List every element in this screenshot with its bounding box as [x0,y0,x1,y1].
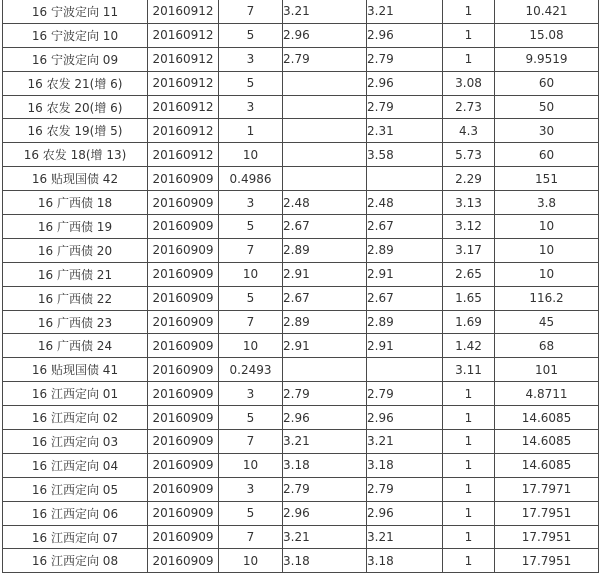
bond-name-cell: 16 广西债 21 [3,262,148,286]
issue-date-cell: 20160909 [148,525,219,549]
winning-rate-cell: 2.79 [367,47,443,71]
table-row [3,430,599,454]
coupon-rate-cell: 3.21 [283,525,367,549]
issue-amount-cell: 9.9519 [495,47,599,71]
issue-amount-cell: 50 [495,95,599,119]
issue-date-cell: 20160909 [148,334,219,358]
winning-rate-cell: 3.21 [367,430,443,454]
term-cell: 7 [219,430,283,454]
bid-multiple-cell: 1.69 [443,310,495,334]
coupon-rate-cell: 3.21 [283,430,367,454]
coupon-rate-cell: 2.67 [283,286,367,310]
issue-date-cell: 20160909 [148,430,219,454]
bond-name-cell: 16 江西定向 05 [3,477,148,501]
coupon-rate-cell: 2.67 [283,215,367,239]
issue-date-cell: 20160909 [148,286,219,310]
table-row [3,119,599,143]
issue-date-cell: 20160909 [148,215,219,239]
table-row [3,358,599,382]
bid-multiple-cell: 5.73 [443,143,495,167]
table-row [3,382,599,406]
term-cell: 5 [219,286,283,310]
bid-multiple-cell: 1 [443,0,495,23]
term-cell: 3 [219,191,283,215]
issue-amount-cell: 14.6085 [495,430,599,454]
bid-multiple-cell: 4.3 [443,119,495,143]
table-row [3,215,599,239]
table-row [3,238,599,262]
bond-name-cell: 16 贴现国债 41 [3,358,148,382]
issue-amount-cell: 17.7951 [495,525,599,549]
table-row [3,549,599,573]
table-row [3,477,599,501]
coupon-rate-cell [283,95,367,119]
issue-amount-cell: 101 [495,358,599,382]
issue-date-cell: 20160909 [148,167,219,191]
term-cell: 10 [219,549,283,573]
issue-date-cell: 20160909 [148,191,219,215]
winning-rate-cell: 3.21 [367,525,443,549]
bond-name-cell: 16 农发 21(增 6) [3,71,148,95]
bid-multiple-cell: 3.17 [443,238,495,262]
bond-name-cell: 16 农发 19(增 5) [3,119,148,143]
bond-name-cell: 16 广西债 20 [3,238,148,262]
coupon-rate-cell: 2.96 [283,406,367,430]
bond-name-cell: 16 江西定向 07 [3,525,148,549]
term-cell: 7 [219,310,283,334]
bid-multiple-cell: 1 [443,406,495,430]
winning-rate-cell: 3.21 [367,0,443,23]
table-row [3,310,599,334]
table-row [3,71,599,95]
issue-date-cell: 20160909 [148,382,219,406]
bid-multiple-cell: 3.08 [443,71,495,95]
table-row [3,406,599,430]
issue-amount-cell: 68 [495,334,599,358]
coupon-rate-cell: 2.91 [283,262,367,286]
issue-date-cell: 20160912 [148,119,219,143]
winning-rate-cell: 2.96 [367,501,443,525]
bond-name-cell: 16 江西定向 08 [3,549,148,573]
term-cell: 5 [219,71,283,95]
coupon-rate-cell [283,167,367,191]
bid-multiple-cell: 2.29 [443,167,495,191]
coupon-rate-cell: 3.21 [283,0,367,23]
coupon-rate-cell: 2.48 [283,191,367,215]
bid-multiple-cell: 1 [443,549,495,573]
issue-amount-cell: 17.7951 [495,501,599,525]
bond-name-cell: 16 江西定向 02 [3,406,148,430]
bond-name-cell: 16 宁波定向 11 [3,0,148,23]
winning-rate-cell: 2.89 [367,310,443,334]
issue-amount-cell: 10.421 [495,0,599,23]
issue-amount-cell: 10 [495,262,599,286]
issue-amount-cell: 17.7951 [495,549,599,573]
bid-multiple-cell: 1.42 [443,334,495,358]
issue-amount-cell: 4.8711 [495,382,599,406]
issue-date-cell: 20160912 [148,47,219,71]
term-cell: 3 [219,95,283,119]
winning-rate-cell [367,358,443,382]
term-cell: 5 [219,215,283,239]
issue-date-cell: 20160909 [148,262,219,286]
issue-date-cell: 20160912 [148,143,219,167]
bid-multiple-cell: 3.11 [443,358,495,382]
coupon-rate-cell: 2.96 [283,501,367,525]
issue-amount-cell: 116.2 [495,286,599,310]
bid-multiple-cell: 1 [443,430,495,454]
issue-date-cell: 20160909 [148,477,219,501]
bid-multiple-cell: 1 [443,47,495,71]
bond-name-cell: 16 广西债 23 [3,310,148,334]
bond-issuance-table [2,0,599,573]
table-row [3,525,599,549]
coupon-rate-cell [283,143,367,167]
bid-multiple-cell: 3.12 [443,215,495,239]
issue-date-cell: 20160909 [148,238,219,262]
issue-amount-cell: 3.8 [495,191,599,215]
table-row [3,262,599,286]
coupon-rate-cell: 2.79 [283,477,367,501]
issue-date-cell: 20160909 [148,310,219,334]
term-cell: 3 [219,382,283,406]
bid-multiple-cell: 3.13 [443,191,495,215]
bid-multiple-cell: 1 [443,501,495,525]
bond-name-cell: 16 江西定向 04 [3,453,148,477]
term-cell: 5 [219,406,283,430]
bond-name-cell: 16 宁波定向 10 [3,23,148,47]
winning-rate-cell: 3.18 [367,453,443,477]
issue-date-cell: 20160912 [148,23,219,47]
bond-name-cell: 16 江西定向 03 [3,430,148,454]
table-body [3,0,599,573]
winning-rate-cell: 2.96 [367,406,443,430]
issue-amount-cell: 10 [495,238,599,262]
winning-rate-cell: 2.91 [367,262,443,286]
winning-rate-cell: 2.31 [367,119,443,143]
bid-multiple-cell: 1 [443,453,495,477]
winning-rate-cell: 2.96 [367,71,443,95]
issue-amount-cell: 45 [495,310,599,334]
bond-name-cell: 16 广西债 24 [3,334,148,358]
coupon-rate-cell: 2.91 [283,334,367,358]
table-row [3,95,599,119]
issue-date-cell: 20160912 [148,95,219,119]
term-cell: 7 [219,525,283,549]
issue-amount-cell: 14.6085 [495,453,599,477]
issue-date-cell: 20160909 [148,549,219,573]
winning-rate-cell: 2.48 [367,191,443,215]
table-row [3,286,599,310]
term-cell: 5 [219,23,283,47]
term-cell: 0.4986 [219,167,283,191]
issue-amount-cell: 60 [495,143,599,167]
issue-date-cell: 20160909 [148,453,219,477]
table-row [3,334,599,358]
bid-multiple-cell: 1 [443,525,495,549]
term-cell: 3 [219,47,283,71]
term-cell: 10 [219,262,283,286]
winning-rate-cell: 3.18 [367,549,443,573]
issue-amount-cell: 30 [495,119,599,143]
winning-rate-cell: 2.79 [367,382,443,406]
table-row [3,0,599,23]
bond-name-cell: 16 农发 20(增 6) [3,95,148,119]
coupon-rate-cell [283,119,367,143]
bond-name-cell: 16 宁波定向 09 [3,47,148,71]
term-cell: 5 [219,501,283,525]
table-row [3,167,599,191]
table-row [3,47,599,71]
issue-amount-cell: 14.6085 [495,406,599,430]
issue-date-cell: 20160912 [148,0,219,23]
term-cell: 7 [219,0,283,23]
winning-rate-cell: 2.67 [367,286,443,310]
coupon-rate-cell [283,71,367,95]
table-row [3,143,599,167]
table-row [3,453,599,477]
bid-multiple-cell: 1 [443,382,495,406]
bid-multiple-cell: 1 [443,477,495,501]
bid-multiple-cell: 1.65 [443,286,495,310]
winning-rate-cell [367,167,443,191]
winning-rate-cell: 2.67 [367,215,443,239]
table-row [3,191,599,215]
winning-rate-cell: 3.58 [367,143,443,167]
coupon-rate-cell: 2.79 [283,382,367,406]
issue-date-cell: 20160909 [148,406,219,430]
coupon-rate-cell: 2.89 [283,310,367,334]
bid-multiple-cell: 2.65 [443,262,495,286]
bid-multiple-cell: 1 [443,23,495,47]
bid-multiple-cell: 2.73 [443,95,495,119]
term-cell: 1 [219,119,283,143]
coupon-rate-cell: 2.79 [283,47,367,71]
bond-name-cell: 16 广西债 22 [3,286,148,310]
bond-name-cell: 16 广西债 18 [3,191,148,215]
term-cell: 10 [219,334,283,358]
coupon-rate-cell: 3.18 [283,549,367,573]
coupon-rate-cell: 2.96 [283,23,367,47]
issue-date-cell: 20160909 [148,501,219,525]
coupon-rate-cell: 2.89 [283,238,367,262]
winning-rate-cell: 2.79 [367,477,443,501]
term-cell: 10 [219,143,283,167]
term-cell: 0.2493 [219,358,283,382]
bond-name-cell: 16 江西定向 06 [3,501,148,525]
issue-date-cell: 20160912 [148,71,219,95]
winning-rate-cell: 2.96 [367,23,443,47]
issue-amount-cell: 17.7971 [495,477,599,501]
issue-amount-cell: 60 [495,71,599,95]
bond-name-cell: 16 贴现国债 42 [3,167,148,191]
table-row [3,23,599,47]
bond-name-cell: 16 农发 18(增 13) [3,143,148,167]
term-cell: 7 [219,238,283,262]
bond-name-cell: 16 广西债 19 [3,215,148,239]
term-cell: 3 [219,477,283,501]
winning-rate-cell: 2.79 [367,95,443,119]
issue-amount-cell: 10 [495,215,599,239]
issue-amount-cell: 151 [495,167,599,191]
term-cell: 10 [219,453,283,477]
issue-amount-cell: 15.08 [495,23,599,47]
winning-rate-cell: 2.91 [367,334,443,358]
winning-rate-cell: 2.89 [367,238,443,262]
table-row [3,501,599,525]
issue-date-cell: 20160909 [148,358,219,382]
bond-name-cell: 16 江西定向 01 [3,382,148,406]
coupon-rate-cell [283,358,367,382]
coupon-rate-cell: 3.18 [283,453,367,477]
